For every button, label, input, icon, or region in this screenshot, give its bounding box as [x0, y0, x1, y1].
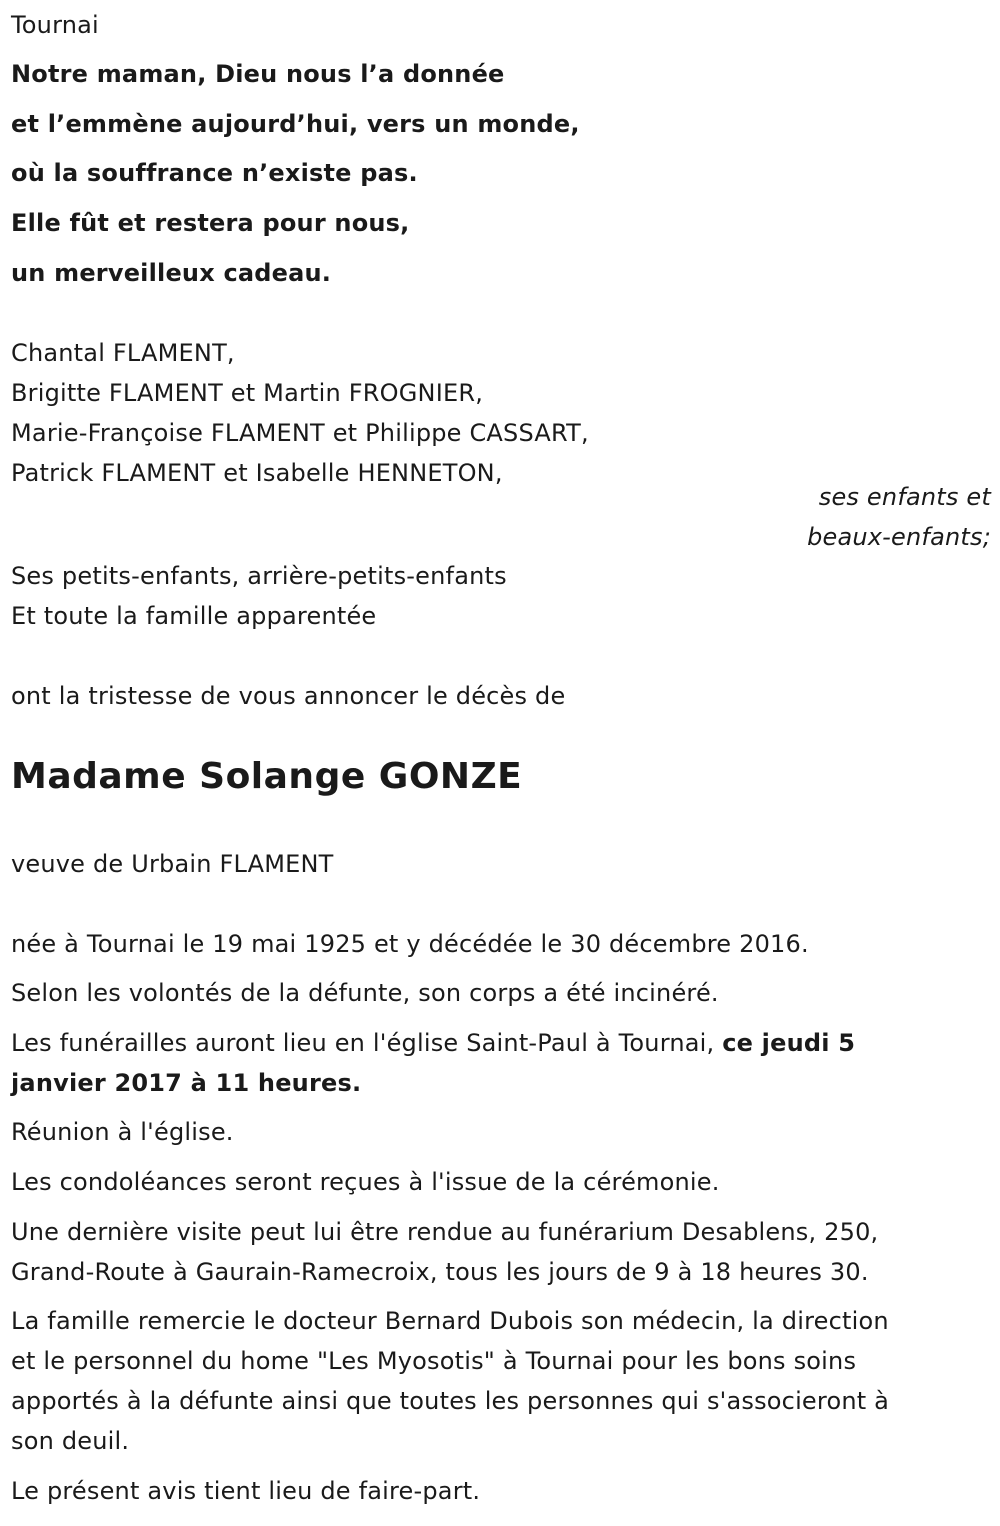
children-role-1: ses enfants et [818, 483, 991, 511]
birth-death: née à Tournai le 19 mai 1925 et y décédée le 30 décembre 2016. [11, 930, 809, 958]
family-line-1: Ses petits-enfants, arrière-petits-enfants [11, 562, 507, 590]
poem-line-3: où la souffrance n’existe pas. [11, 159, 418, 187]
funeral-line-1 [11, 1023, 855, 1063]
visit-line-1: Une dernière visite peut lui être rendue au funérarium Desablens, 250, [11, 1218, 879, 1246]
thanks-line-2: et le personnel du home "Les Myosotis" à Tournai pour les bons soins [11, 1347, 857, 1375]
obituary-notice [11, 0, 991, 1526]
children-role-2: beaux-enfants; [807, 523, 991, 551]
thanks-line-3: apportés à la défunte ainsi que toutes les personnes qui s'associeront à [11, 1387, 890, 1415]
poem-line-1: Notre maman, Dieu nous l’a donnée [11, 60, 505, 88]
location: Tournai [11, 11, 99, 39]
child-4: Patrick FLAMENT et Isabelle HENNETON, [11, 459, 503, 487]
deceased-name: Madame Solange GONZE [11, 756, 523, 797]
announcement: ont la tristesse de vous annoncer le décès de [11, 682, 566, 710]
funeral-text: Les funérailles auront lieu en l'église Saint-Paul à Tournai, [11, 1029, 715, 1057]
meeting: Réunion à l'église. [11, 1118, 234, 1146]
faire-part-notice: Le présent avis tient lieu de faire-part. [11, 1477, 481, 1505]
family-line-2: Et toute la famille apparentée [11, 602, 377, 630]
thanks-line-1: La famille remercie le docteur Bernard Dubois son médecin, la direction [11, 1307, 889, 1335]
funeral-date-part-1: ce jeudi 5 [722, 1029, 856, 1057]
condolences: Les condoléances seront reçues à l'issue de la cérémonie. [11, 1168, 720, 1196]
poem-line-2: et l’emmène aujourd’hui, vers un monde, [11, 110, 580, 138]
funeral-date-part-2: janvier 2017 à 11 heures. [11, 1069, 362, 1097]
cremation: Selon les volontés de la défunte, son corps a été incinéré. [11, 979, 719, 1007]
visit-line-2: Grand-Route à Gaurain-Ramecroix, tous les jours de 9 à 18 heures 30. [11, 1258, 869, 1286]
poem-line-4: Elle fût et restera pour nous, [11, 209, 410, 237]
child-3: Marie-Françoise FLAMENT et Philippe CASSART, [11, 419, 589, 447]
poem-line-5: un merveilleux cadeau. [11, 259, 332, 287]
widow-of: veuve de Urbain FLAMENT [11, 850, 334, 878]
child-1: Chantal FLAMENT, [11, 339, 235, 367]
thanks-line-4: son deuil. [11, 1427, 130, 1455]
child-2: Brigitte FLAMENT et Martin FROGNIER, [11, 379, 484, 407]
